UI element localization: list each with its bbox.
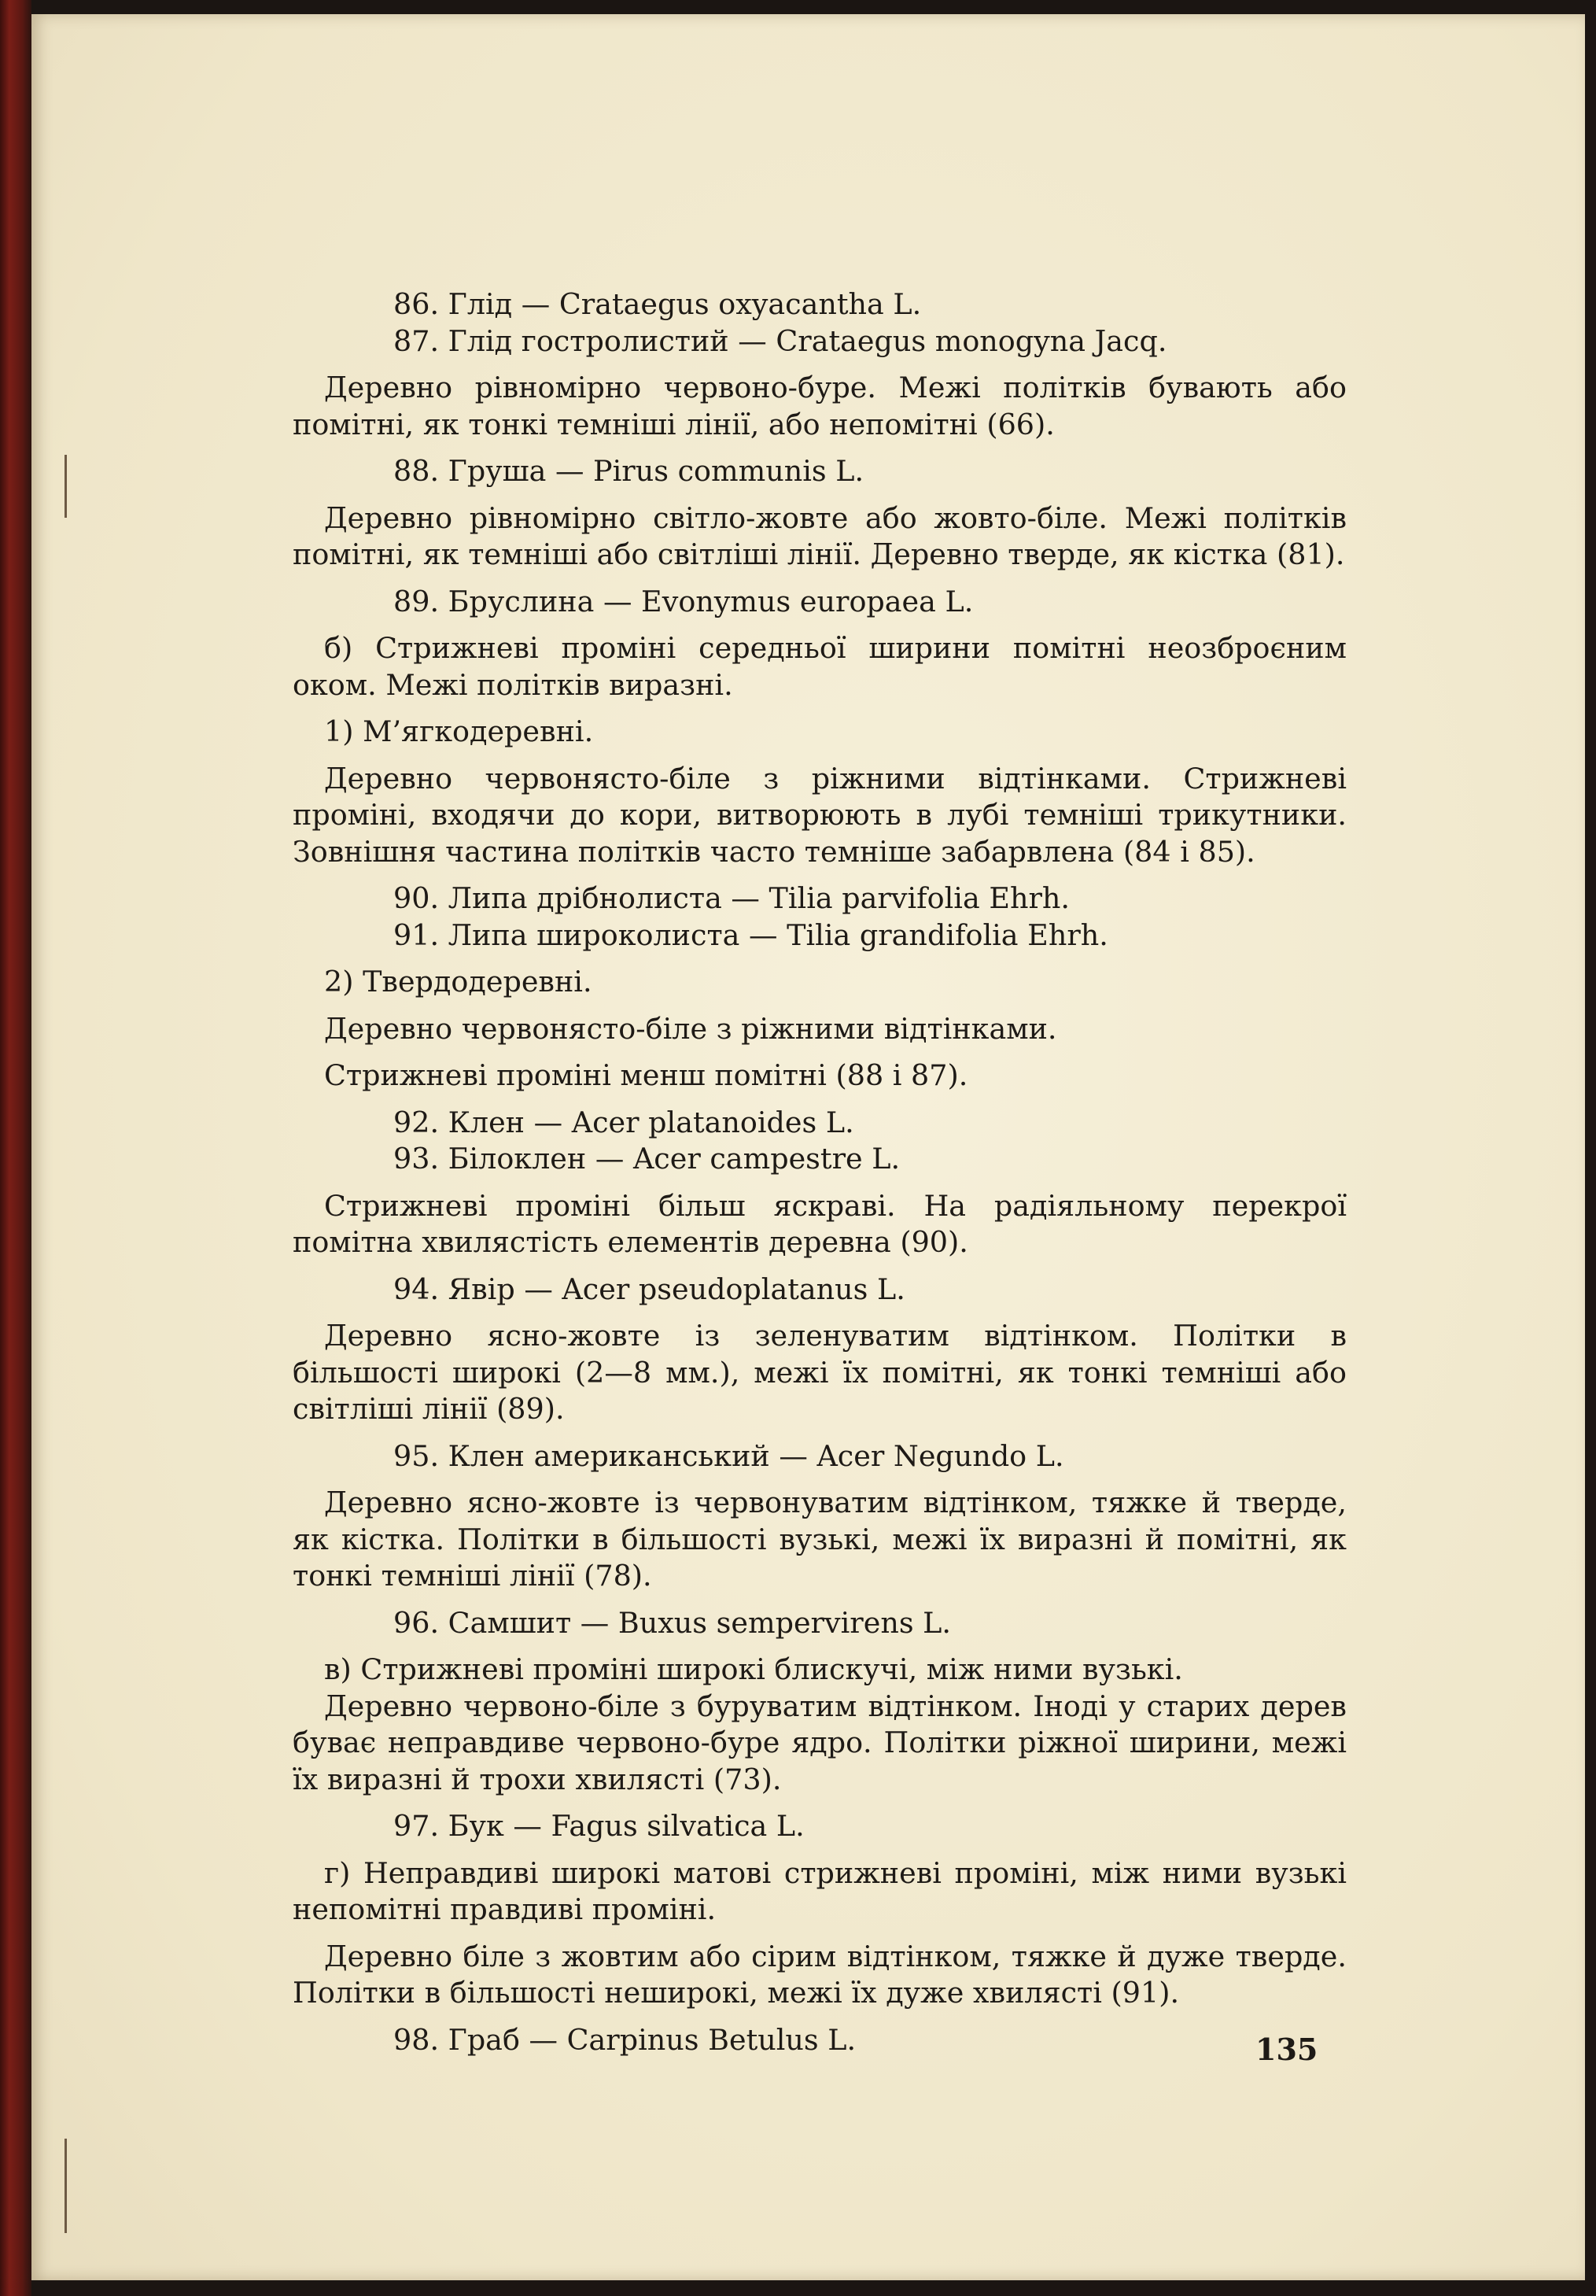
description-paragraph: Деревно червоно-біле з буруватим відтінком. Іноді у старих дерев буває неправдиве червоно-буре ядро. Політки ріжної ширини, межі їх виразні й трохи хвилясті (73). — [293, 1689, 1347, 1796]
page-edge-mark — [65, 2139, 67, 2233]
description-paragraph: Стрижневі проміні менш помітні (88 і 87). — [324, 1058, 968, 1092]
description-paragraph: Деревно рівномірно червоно-буре. Межі політків бувають або помітні, як тонкі темніші лінії, або непомітні (66). — [293, 371, 1347, 441]
species-entry: 98. Граб — Carpinus Betulus L. — [393, 2022, 857, 2057]
species-entry: 87. Глід гостролистий — Crataegus monogyna Jacq. — [393, 323, 1167, 358]
subsection-heading: 2) Твердодеревні. — [324, 965, 592, 999]
species-entry: 90. Липа дрібнолиста — Tilia parvifolia Ehrh. — [393, 881, 1071, 915]
book-page — [31, 14, 1585, 2280]
species-entry: 92. Клен — Acer platanoides L. — [393, 1105, 854, 1139]
species-entry: 95. Клен американський — Acer Negundo L. — [393, 1438, 1064, 1473]
description-paragraph: Стрижневі проміні більш яскраві. На радіяльному перекрої помітна хвилястість елементів деревна (90). — [293, 1188, 1347, 1259]
description-paragraph: Деревно червонясто-біле з ріжними відтінками. Стрижневі проміні, входячи до кори, витворюють в лубі темніші трикутники. Зовнішня частина політків часто темніше забарвлена (84 і 85). — [293, 761, 1347, 869]
species-entry: 94. Явір — Acer pseudoplatanus L. — [393, 1272, 905, 1306]
section-heading: б) Стрижневі проміні середньої ширини помітні неозброєним оком. Межі політків виразні. — [293, 631, 1347, 702]
species-entry: 93. Білоклен — Acer campestre L. — [393, 1142, 901, 1176]
section-heading: г) Неправдиві широкі матові стрижневі проміні, між ними вузькі непомітні правдиві проміні. — [293, 1855, 1347, 1926]
book-spine — [0, 0, 31, 2296]
description-paragraph: Деревно ясно-жовте із зеленуватим відтінком. Політки в більшості широкі (2—8 мм.), межі їх помітні, як тонкі темніші або світліші лінії (89). — [293, 1319, 1347, 1426]
page-number: 135 — [1255, 2032, 1318, 2067]
species-entry: 91. Липа широколиста — Tilia grandifolia Ehrh. — [393, 917, 1108, 952]
page-text — [293, 286, 1347, 2058]
description-paragraph: Деревно рівномірно світло-жовте або жовто-біле. Межі політків помітні, як темніші або світліші лінії. Деревно тверде, як кістка (81). — [293, 500, 1347, 571]
page-edge-mark — [65, 455, 67, 518]
description-paragraph: Деревно червонясто-біле з ріжними відтінками. — [324, 1011, 1057, 1046]
subsection-heading: 1) М’ягкодеревні. — [324, 714, 594, 748]
species-entry: 86. Глід — Crataegus oxyacantha L. — [393, 287, 922, 321]
description-paragraph: Деревно ясно-жовте із червонуватим відтінком, тяжке й тверде, як кістка. Політки в більшості вузькі, межі їх виразні й помітні, як тонкі темніші лінії (78). — [293, 1486, 1347, 1593]
species-entry: 97. Бук — Fagus silvatica L. — [393, 1809, 805, 1843]
section-heading: в) Стрижневі проміні широкі блискучі, між ними вузькі. — [324, 1652, 1183, 1686]
species-entry: 96. Самшит — Buxus sempervirens L. — [393, 1605, 952, 1640]
species-entry: 89. Бруслина — Evonymus europaea L. — [393, 584, 974, 618]
description-paragraph: Деревно біле з жовтим або сірим відтінком, тяжке й дуже тверде. Політки в більшості неширокі, межі їх дуже хвилясті (91). — [293, 1939, 1347, 2010]
species-entry: 88. Груша — Pirus communis L. — [393, 454, 864, 488]
